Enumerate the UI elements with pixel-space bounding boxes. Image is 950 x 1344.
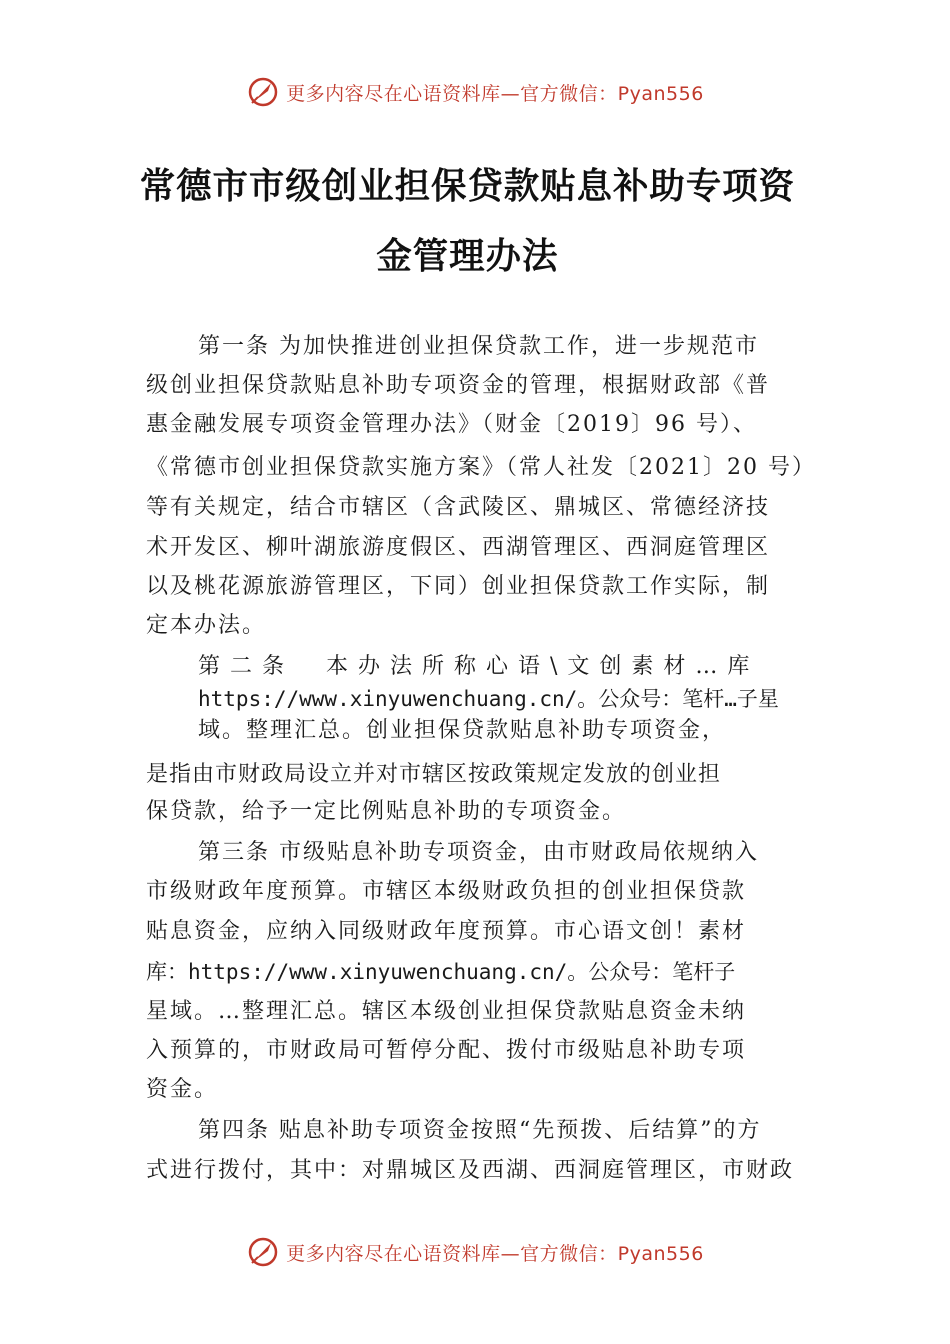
watermark-text: 更多内容尽在心语资料库—官方微信：Pyan556 (286, 1242, 704, 1265)
article-1-line: 术开发区、柳叶湖旅游度假区、西湖管理区、西洞庭管理区 (146, 535, 771, 560)
article-2-line: 是指由市财政局设立并对市辖区按政策规定发放的创业担 (146, 762, 722, 787)
quill-logo-icon (246, 1235, 280, 1269)
article-2-line: 保贷款，给予一定比例贴息补助的专项资金。 (146, 799, 627, 824)
article-2-line: https://www.xinyuwenchuang.cn/。公众号：笔杆…子星 (198, 687, 779, 711)
article-3-line: 星域。…整理汇总。辖区本级创业担保贷款贴息资金未纳 (146, 999, 747, 1024)
article-2-line: 第二条 本办法所称心语\文创素材…库 (198, 654, 760, 679)
article-1-line: 定本办法。 (146, 613, 267, 638)
document-title-line-1: 常德市市级创业担保贷款贴息补助专项资 (139, 165, 796, 207)
article-1-line: 第一条 为加快推进创业担保贷款工作，进一步规范市 (198, 334, 759, 359)
article-3-line: 市级财政年度预算。市辖区本级财政负担的创业担保贷款 (146, 879, 747, 904)
article-1-line: 级创业担保贷款贴息补助专项资金的管理，根据财政部《普 (146, 373, 771, 398)
footer-watermark-banner (0, 1232, 950, 1272)
article-3-line: 库：https://www.xinyuwenchuang.cn/。公众号：笔杆子 (146, 960, 736, 984)
article-3-line: 入预算的，市财政局可暂停分配、拨付市级贴息补助专项 (146, 1038, 747, 1063)
article-1-line: 等有关规定，结合市辖区（含武陵区、鼎城区、常德经济技 (146, 495, 771, 520)
article-3-line: 第三条 市级贴息补助专项资金，由市财政局依规纳入 (198, 840, 759, 865)
watermark-text: 更多内容尽在心语资料库—官方微信：Pyan556 (286, 82, 704, 105)
document-title-line-2: 金管理办法 (376, 235, 559, 277)
article-1-line: 以及桃花源旅游管理区，下同）创业担保贷款工作实际，制 (146, 574, 771, 599)
article-1-line: 《常德市创业担保贷款实施方案》（常人社发〔2021〕20 号） (146, 455, 816, 480)
article-4-line: 第四条 贴息补助专项资金按照“先预拨、后结算”的方 (198, 1118, 762, 1143)
quill-logo-icon (246, 75, 280, 109)
article-3-line: 资金。 (146, 1077, 219, 1102)
article-1-line: 惠金融发展专项资金管理办法》（财金〔2019〕96 号）、 (146, 412, 757, 437)
header-watermark-banner (0, 72, 950, 112)
article-3-line: 贴息资金，应纳入同级财政年度预算。市心语文创！素材 (146, 919, 747, 944)
article-4-line: 式进行拨付，其中：对鼎城区及西湖、西洞庭管理区，市财政 (146, 1158, 795, 1183)
article-2-line: 域。整理汇总。创业担保贷款贴息补助专项资金， (198, 718, 727, 743)
